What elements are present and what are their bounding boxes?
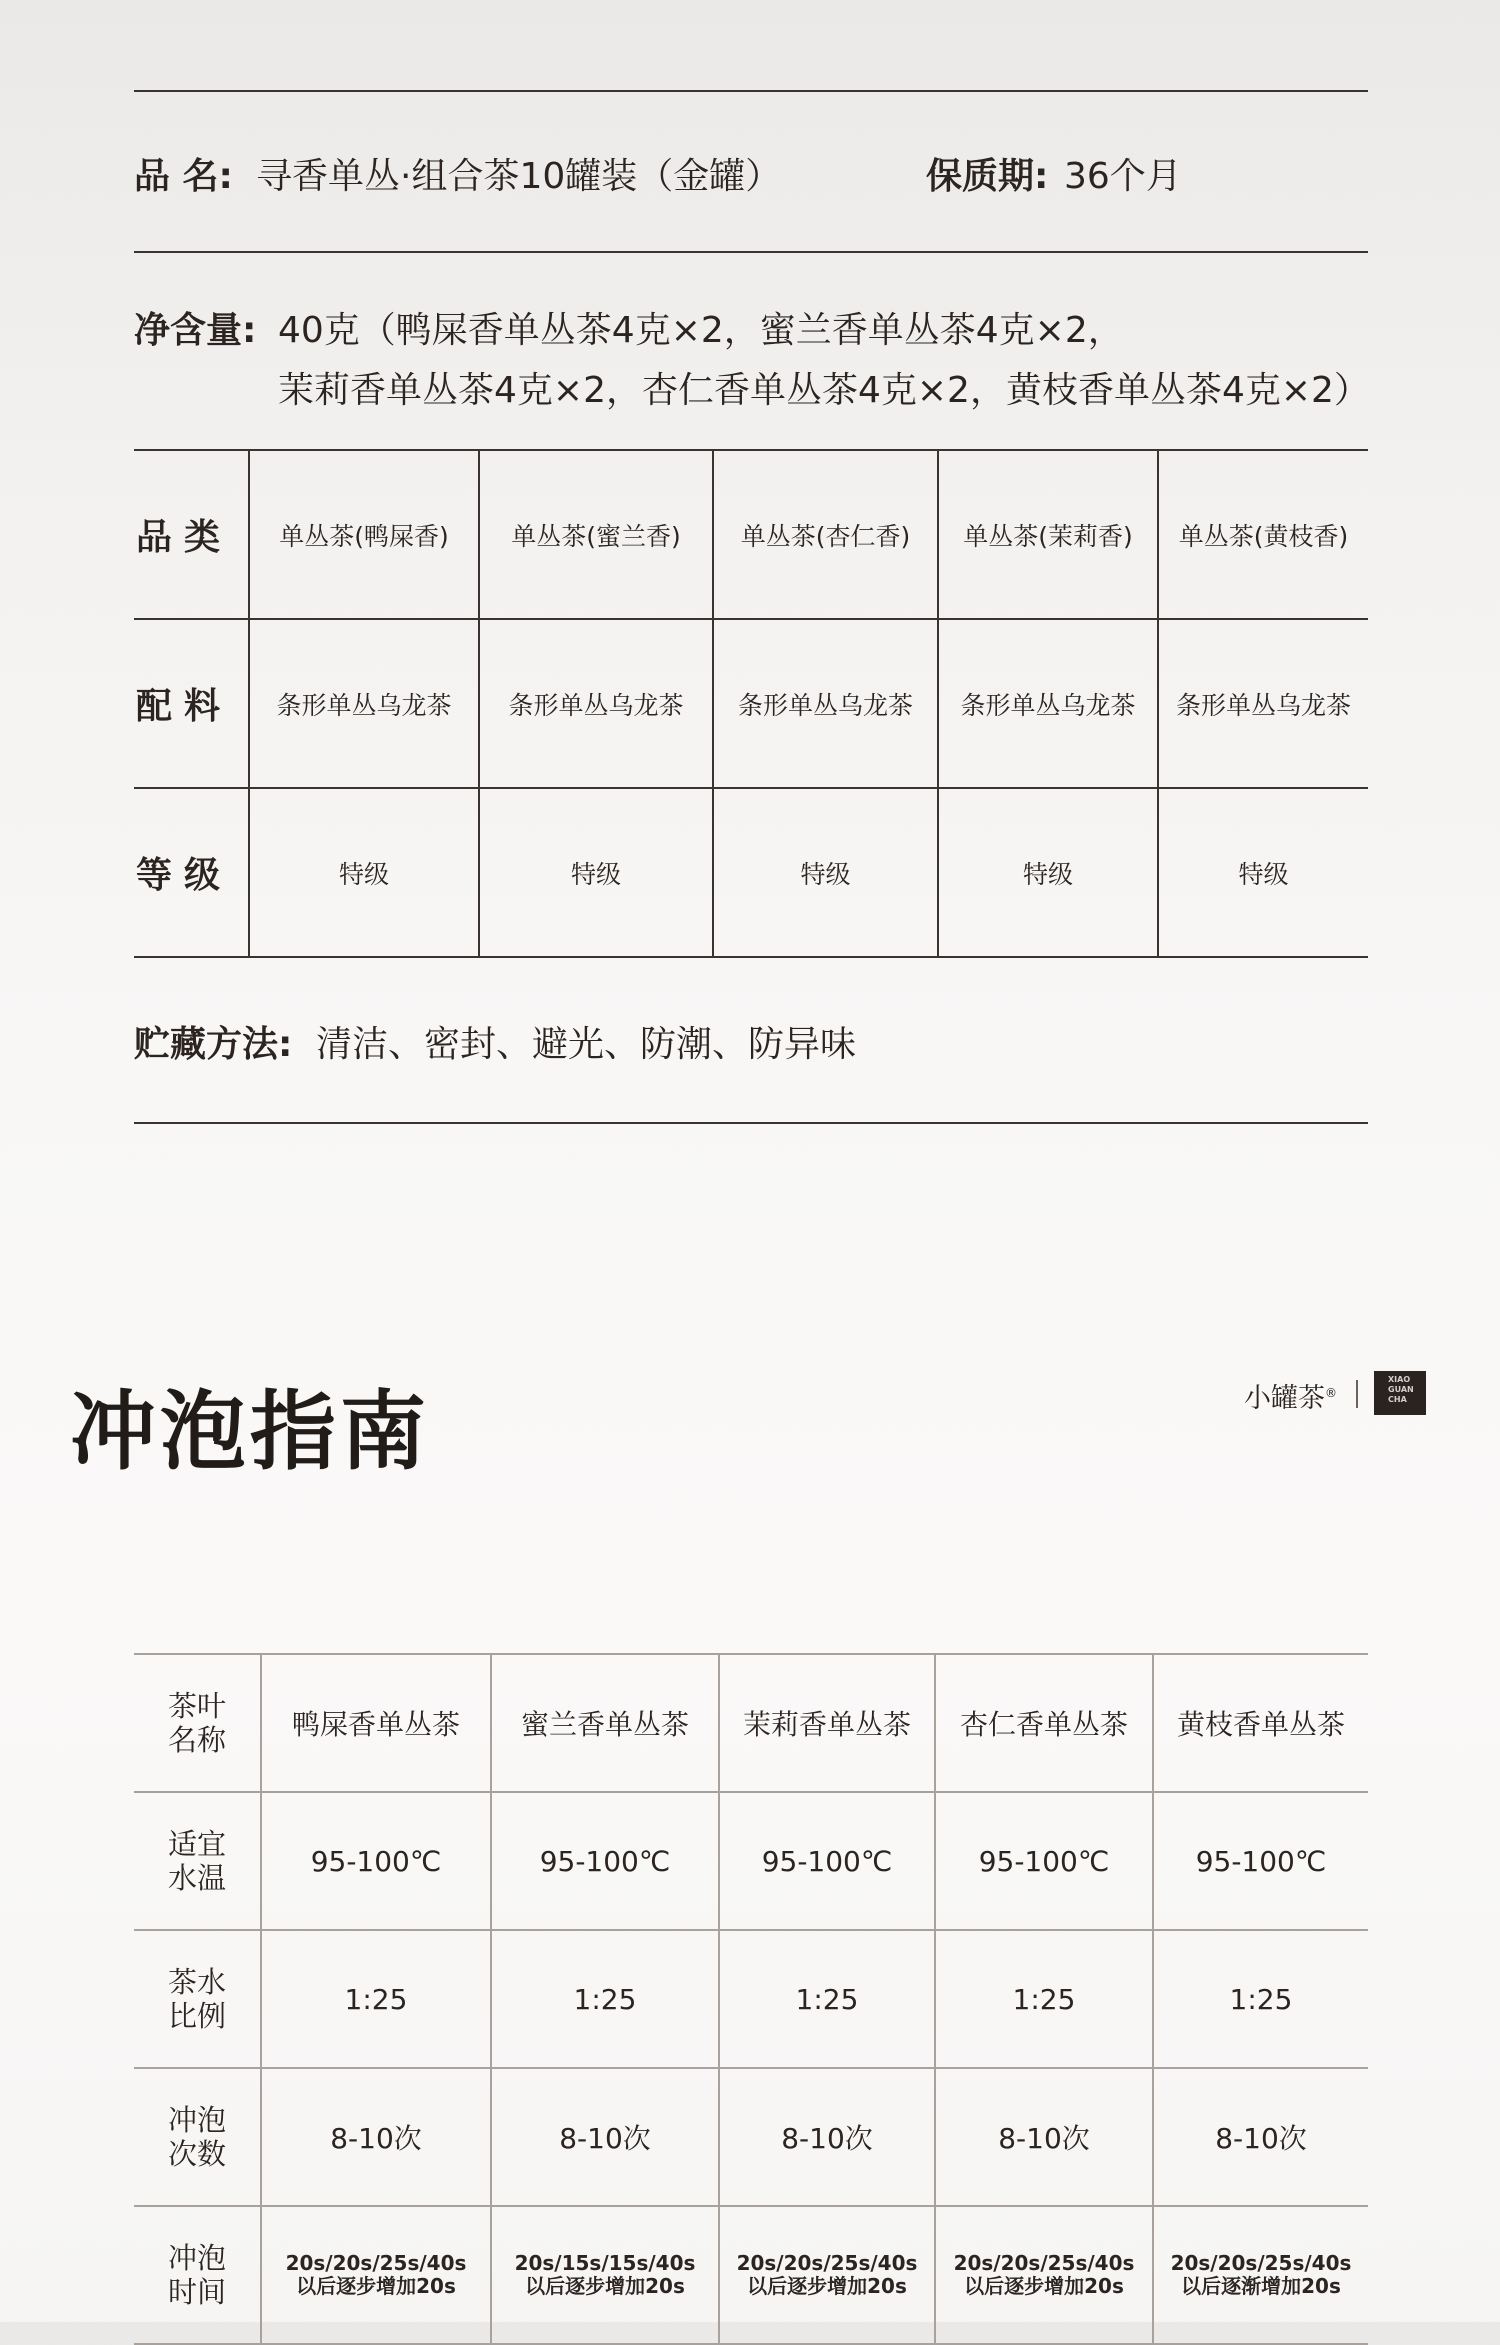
- label-line: 适宜: [167, 1827, 226, 1861]
- cell-line: 20s/15s/15s/40s: [514, 2251, 696, 2275]
- brew-cell: [1153, 2206, 1368, 2344]
- brand-separator: [1356, 1380, 1358, 1408]
- brew-cell: 95-100℃: [719, 1792, 935, 1930]
- storage-value: 清洁、密封、避光、防潮、防异味: [316, 1024, 857, 1065]
- net-weight-line-1: 40克（鸭屎香单丛茶4克×2，蜜兰香单丛茶4克×2，: [278, 310, 1124, 351]
- brew-row-label-text: [165, 1827, 229, 1895]
- brew-row: [134, 1792, 1368, 1930]
- spec-cell: 单丛茶(蜜兰香): [479, 450, 713, 619]
- brew-row-label-text: [165, 2103, 229, 2171]
- label-line: 时间: [167, 2275, 226, 2309]
- cell-line: 以后逐步增加20s: [525, 2274, 685, 2298]
- product-name-label: 品 名:: [134, 156, 233, 197]
- cell-line: 以后逐步增加20s: [296, 2274, 456, 2298]
- label-line: 冲泡: [167, 2103, 226, 2137]
- brew-cell: 95-100℃: [261, 1792, 491, 1930]
- spec-cell: 条形单丛乌龙茶: [479, 619, 713, 788]
- label-line: 比例: [167, 1999, 226, 2033]
- brew-cell: [261, 2206, 491, 2344]
- brew-row-label: [134, 1930, 261, 2068]
- brew-row-label-text: [165, 1689, 229, 1757]
- divider: [134, 1122, 1368, 1124]
- label-line: 茶叶: [167, 1689, 226, 1723]
- brew-cell: 8-10次: [719, 2068, 935, 2206]
- spec-cell: 特级: [713, 788, 938, 957]
- brew-cell: 1:25: [935, 1930, 1153, 2068]
- brew-cell: 8-10次: [1153, 2068, 1368, 2206]
- brew-row-label: [134, 1654, 261, 1792]
- brew-row: [134, 2068, 1368, 2206]
- brewing-guide-table: [134, 1653, 1368, 2345]
- cell-line: 20s/20s/25s/40s: [953, 2251, 1135, 2275]
- brew-cell: 茉莉香单丛茶: [719, 1654, 935, 1792]
- spec-row-label: 配料: [134, 619, 249, 788]
- brew-row-label: [134, 2206, 261, 2344]
- spec-row-label: 品类: [134, 450, 249, 619]
- spec-row: [134, 450, 1368, 619]
- spec-cell: 单丛茶(杏仁香): [713, 450, 938, 619]
- product-spec-table: [134, 449, 1368, 958]
- spec-cell: 条形单丛乌龙茶: [1158, 619, 1368, 788]
- guide-title: 冲泡指南: [70, 1382, 430, 1482]
- brew-row: [134, 2206, 1368, 2344]
- brand-text: 小罐茶: [1244, 1383, 1325, 1414]
- logo-text: GUAN: [1388, 1385, 1414, 1394]
- spec-cell: 条形单丛乌龙茶: [713, 619, 938, 788]
- brew-cell: 95-100℃: [491, 1792, 719, 1930]
- spec-cell: 特级: [249, 788, 479, 957]
- brew-cell: [935, 2206, 1153, 2344]
- brew-cell: 95-100℃: [935, 1792, 1153, 1930]
- brew-cell: 1:25: [1153, 1930, 1368, 2068]
- brew-cell: 1:25: [719, 1930, 935, 2068]
- shelf-life-label: 保质期:: [926, 156, 1049, 197]
- label-line: 水温: [167, 1861, 226, 1895]
- net-weight-label: 净含量:: [134, 310, 257, 351]
- brew-cell: 1:25: [261, 1930, 491, 2068]
- spec-cell: 特级: [479, 788, 713, 957]
- spec-row-label: 等级: [134, 788, 249, 957]
- brew-row-label: [134, 2068, 261, 2206]
- cell-line: 以后逐步增加20s: [964, 2274, 1124, 2298]
- brew-cell: 95-100℃: [1153, 1792, 1368, 1930]
- cell-line: 以后逐渐增加20s: [1181, 2274, 1341, 2298]
- spec-cell: 单丛茶(茉莉香): [938, 450, 1158, 619]
- logo-text: XIAO: [1388, 1375, 1411, 1384]
- brew-cell: 8-10次: [261, 2068, 491, 2206]
- brew-cell: 1:25: [491, 1930, 719, 2068]
- brew-row-label-text: [165, 1965, 229, 2033]
- spec-cell: 单丛茶(黄枝香): [1158, 450, 1368, 619]
- net-weight-line-2: 茉莉香单丛茶4克×2，杏仁香单丛茶4克×2，黄枝香单丛茶4克×2）: [278, 370, 1370, 411]
- brand-logo: [1374, 1371, 1426, 1415]
- spec-cell: 单丛茶(鸭屎香): [249, 450, 479, 619]
- label-line: 冲泡: [167, 2241, 226, 2275]
- brew-cell: 8-10次: [935, 2068, 1153, 2206]
- brew-cell: 黄枝香单丛茶: [1153, 1654, 1368, 1792]
- cell-line: 20s/20s/25s/40s: [736, 2251, 918, 2275]
- label-line: 茶水: [167, 1965, 226, 1999]
- brew-cell: [719, 2206, 935, 2344]
- brew-cell: 蜜兰香单丛茶: [491, 1654, 719, 1792]
- brew-cell: 杏仁香单丛茶: [935, 1654, 1153, 1792]
- spec-row: [134, 788, 1368, 957]
- divider: [134, 90, 1368, 92]
- storage-label: 贮藏方法:: [134, 1024, 293, 1065]
- brew-row-label: [134, 1792, 261, 1930]
- cell-line: 以后逐步增加20s: [747, 2274, 907, 2298]
- product-name-value: 寻香单丛·组合茶10罐装（金罐）: [256, 156, 782, 197]
- brew-row: [134, 1654, 1368, 1792]
- cell-line: 20s/20s/25s/40s: [285, 2251, 467, 2275]
- spec-cell: 条形单丛乌龙茶: [938, 619, 1158, 788]
- cell-line: 20s/20s/25s/40s: [1170, 2251, 1352, 2275]
- spec-cell: 特级: [1158, 788, 1368, 957]
- divider: [134, 251, 1368, 253]
- brew-cell: 8-10次: [491, 2068, 719, 2206]
- brand-name: [1244, 1376, 1337, 1415]
- spec-cell: 特级: [938, 788, 1158, 957]
- brew-cell: 鸭屎香单丛茶: [261, 1654, 491, 1792]
- brew-row-label-text: [165, 2241, 229, 2309]
- logo-text: CHA: [1388, 1395, 1407, 1404]
- label-line: 次数: [167, 2137, 226, 2171]
- registered-mark: ®: [1325, 1386, 1337, 1400]
- brew-row: [134, 1930, 1368, 2068]
- label-line: 名称: [167, 1723, 226, 1757]
- spec-row: [134, 619, 1368, 788]
- shelf-life-value: 36个月: [1064, 156, 1182, 197]
- brew-cell: [491, 2206, 719, 2344]
- spec-cell: 条形单丛乌龙茶: [249, 619, 479, 788]
